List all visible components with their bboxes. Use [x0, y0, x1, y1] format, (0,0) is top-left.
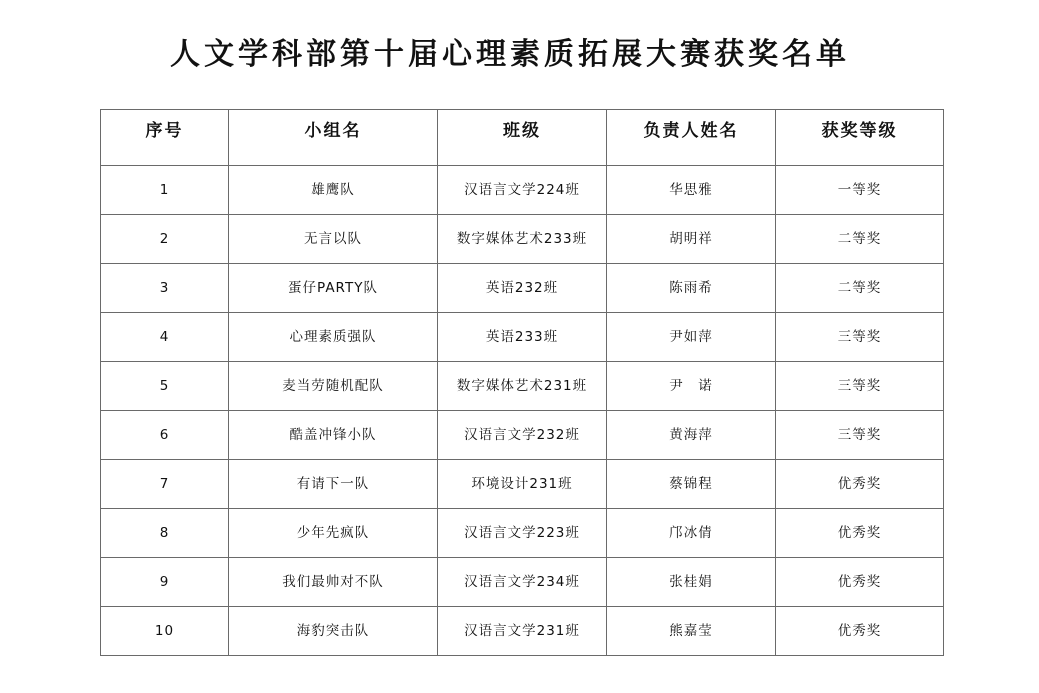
header-award-level: 获奖等级: [776, 110, 944, 166]
table-row: [101, 509, 944, 558]
table-row: [101, 264, 944, 313]
table-header-row: [101, 110, 944, 166]
table-row: [101, 313, 944, 362]
header-class: 班级: [438, 110, 607, 166]
cell-leader-name: 陈雨希: [607, 264, 776, 313]
cell-award-level: 优秀奖: [776, 607, 944, 656]
cell-class: 数字媒体艺术231班: [438, 362, 607, 411]
cell-team-name: 有请下一队: [229, 460, 438, 509]
cell-leader-name: 蔡锦程: [607, 460, 776, 509]
cell-team-name: 我们最帅对不队: [229, 558, 438, 607]
cell-leader-name: 张桂娟: [607, 558, 776, 607]
table-row: [101, 411, 944, 460]
cell-award-level: 二等奖: [776, 215, 944, 264]
cell-number: 5: [101, 362, 229, 411]
table-row: [101, 362, 944, 411]
header-team-name: 小组名: [229, 110, 438, 166]
cell-number: 2: [101, 215, 229, 264]
cell-number: 3: [101, 264, 229, 313]
cell-number: 10: [101, 607, 229, 656]
cell-class: 环境设计231班: [438, 460, 607, 509]
cell-team-name: 雄鹰队: [229, 166, 438, 215]
cell-number: 9: [101, 558, 229, 607]
cell-team-name: 心理素质强队: [229, 313, 438, 362]
cell-class: 汉语言文学231班: [438, 607, 607, 656]
table-row: [101, 215, 944, 264]
cell-team-name: 酷盖冲锋小队: [229, 411, 438, 460]
cell-class: 汉语言文学224班: [438, 166, 607, 215]
table-row: [101, 558, 944, 607]
cell-leader-name: 黄海萍: [607, 411, 776, 460]
cell-team-name: 海豹突击队: [229, 607, 438, 656]
cell-award-level: 优秀奖: [776, 460, 944, 509]
award-list-table: [100, 109, 944, 656]
table-row: [101, 166, 944, 215]
cell-leader-name: 尹如萍: [607, 313, 776, 362]
cell-number: 7: [101, 460, 229, 509]
cell-number: 1: [101, 166, 229, 215]
cell-class: 汉语言文学234班: [438, 558, 607, 607]
cell-class: 汉语言文学232班: [438, 411, 607, 460]
cell-team-name: 蛋仔PARTY队: [229, 264, 438, 313]
cell-award-level: 优秀奖: [776, 558, 944, 607]
cell-class: 英语233班: [438, 313, 607, 362]
cell-class: 数字媒体艺术233班: [438, 215, 607, 264]
cell-award-level: 二等奖: [776, 264, 944, 313]
cell-team-name: 无言以队: [229, 215, 438, 264]
cell-leader-name: 华思雅: [607, 166, 776, 215]
cell-number: 8: [101, 509, 229, 558]
cell-leader-name: 胡明祥: [607, 215, 776, 264]
cell-class: 汉语言文学223班: [438, 509, 607, 558]
cell-award-level: 三等奖: [776, 362, 944, 411]
table-row: [101, 460, 944, 509]
document-title: 人文学科部第十届心理素质拓展大赛获奖名单: [170, 37, 850, 72]
cell-award-level: 三等奖: [776, 411, 944, 460]
cell-award-level: 三等奖: [776, 313, 944, 362]
cell-award-level: 一等奖: [776, 166, 944, 215]
header-leader-name: 负责人姓名: [607, 110, 776, 166]
cell-leader-name: 邝冰倩: [607, 509, 776, 558]
header-number: 序号: [101, 110, 229, 166]
cell-leader-name: 熊嘉莹: [607, 607, 776, 656]
cell-award-level: 优秀奖: [776, 509, 944, 558]
cell-number: 4: [101, 313, 229, 362]
cell-team-name: 少年先疯队: [229, 509, 438, 558]
cell-class: 英语232班: [438, 264, 607, 313]
cell-leader-name: 尹 诺: [607, 362, 776, 411]
cell-team-name: 麦当劳随机配队: [229, 362, 438, 411]
cell-number: 6: [101, 411, 229, 460]
table-row: [101, 607, 944, 656]
